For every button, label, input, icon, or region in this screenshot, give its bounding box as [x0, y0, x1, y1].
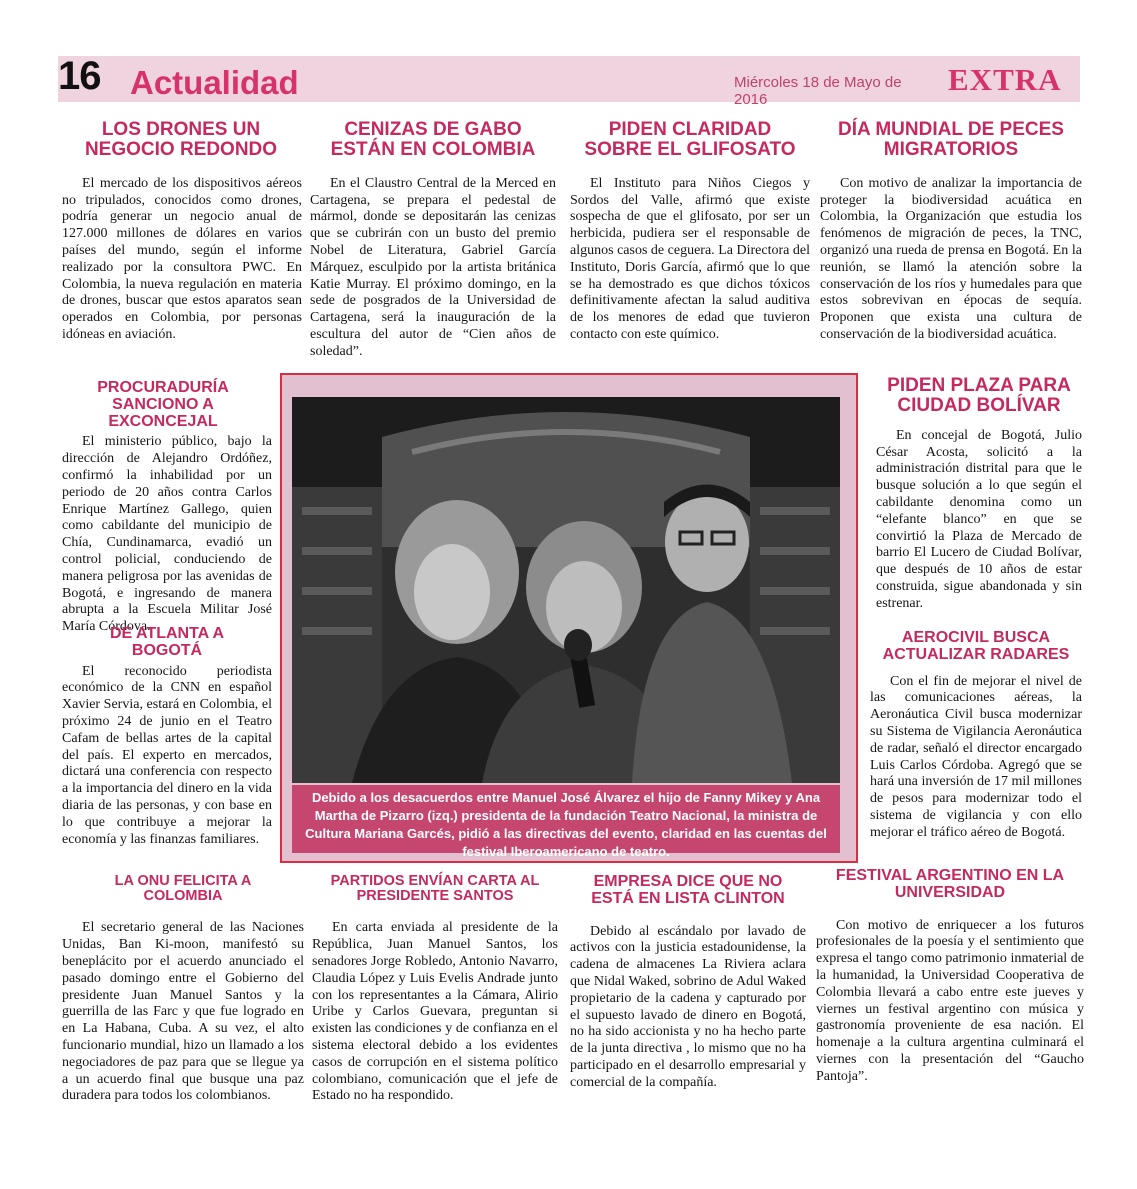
article-aerocivil — [870, 630, 1082, 842]
issue-date: Miércoles 18 de Mayo de 2016 — [734, 74, 902, 108]
photo-illustration — [292, 397, 840, 783]
article-festival — [816, 868, 1084, 1086]
article-glifosato — [570, 120, 810, 344]
headline: AEROCIVIL BUSCA ACTUALIZAR RADARES — [882, 629, 1070, 663]
article-body: El reconocido periodista económico de la CNN en español Xavier Servia, estará en Colombia, el próximo 24 de junio en el Teatro Cafam de bellas artes de la capital del país. El experto en mercados, dictará una conferencia con respecto a la importancia del dinero en la vida diaria de las personas, y con base en lo que contribuye a mejorar la economía y las finanzas familiares. — [62, 663, 272, 847]
article-body: Con el fin de mejorar el nivel de las comunicaciones aéreas, la Aeronáutica Civil busca modernizar su Sistema de Vigilancia Aeronáutica de radar, señaló el director encargado Luis Carlos Córdoba. Agregó que se hará una inversión de 17 mil millones de pesos para modernizar todo el sistema de vigilancia y con ello mejorar el tráfico aéreo de Bogotá. — [870, 673, 1082, 840]
article-body: El Instituto para Niños Ciegos y Sordos del Valle, afirmó que existe sospecha de que el glifosato, por ser un herbicida, pudiera ser el responsable de algunos casos de ceguera. La Directora del Instituto, Doris García, afirmó que lo que se ha demostrado es que dichos tóxicos definitivamente afectan la salud auditiva de los menores de edad que tuvieron contacto con este químico. — [570, 175, 810, 343]
article-peces — [820, 120, 1082, 344]
page-number: 16 — [58, 54, 101, 98]
article-drones — [62, 120, 302, 344]
article-bolivar — [876, 376, 1082, 613]
article-gabo — [310, 120, 556, 361]
article-body: En el Claustro Central de la Merced en Cartagena, se prepara el pedestal de mármol, donde se depositarán las cenizas que se cubrirán con un busto del premio Nobel de Literatura, Gabriel García Márquez, esculpido por la artista británica Katie Murray. El próximo domingo, en la sede de posgrados de la Universidad de Cartagena, será la inauguración de la escultura del autor de “Cien años de soledad”. — [310, 175, 556, 359]
headline: LA ONU FELICITA A COLOMBIA — [114, 873, 252, 905]
headline: PIDEN PLAZA PARA CIUDAD BOLÍVAR — [887, 375, 1071, 416]
headline: DE ATLANTA A BOGOTÁ — [109, 625, 225, 659]
headline: DÍA MUNDIAL DE PECES MIGRATORIOS — [838, 119, 1064, 160]
headline: PIDEN CLARIDAD SOBRE EL GLIFOSATO — [584, 119, 796, 160]
article-body: El secretario general de las Naciones Unidas, Ban Ki-moon, manifestó su beneplácito por el acuerdo anunciado el pasado domingo entre el Gobierno del presidente Juan Manuel Santos y la guerrilla de las Farc y que fue logrado en en La Habana, Cuba. A su vez, el alto funcionario mundial, hizo un llamado a los negociadores de paz para que se llegue ya a un acuerdo final que busque una paz duradera para todos los colombianos. — [62, 920, 304, 1104]
headline: EMPRESA DICE QUE NO ESTÁ EN LISTA CLINTON — [591, 873, 785, 907]
headline: PROCURADURÍA SANCIONO A EXCONCEJAL — [97, 379, 229, 430]
headline: CENIZAS DE GABO ESTÁN EN COLOMBIA — [330, 119, 536, 160]
headline: FESTIVAL ARGENTINO EN LA UNIVERSIDAD — [835, 867, 1065, 901]
article-body: Con motivo de enriquecer a los futuros profesionales de la poesía y el sentimiento que expresa el tango como patrimonio inmaterial de la humanidad, la Universidad Cooperativa de Colombia llevará a cabo entre este jueves y viernes un festival argentino con música y gastronomía proveniente de esa nación. El homenaje a la cultura argentina culminará el viernes con la presentación del “Gaucho Pantoja”. — [816, 917, 1084, 1084]
page-header — [58, 54, 1080, 108]
photo-caption: Debido a los desacuerdos entre Manuel José Álvarez el hijo de Fanny Mikey y Ana Martha de Pizarro (izq.) presidenta de la fundación Teatro Nacional, la ministra de Cultura Mariana Garcés, pidió a las directivas del evento, claridad en las cuentas del festival Iberoamericano de teatro. — [305, 790, 827, 859]
article-onu — [62, 874, 304, 1105]
article-body: El ministerio público, bajo la dirección de Alejandro Ordóñez, confirmó la inhabilidad por un periodo de 20 años contra Carlos Enrique Martínez Gallego, quien como cabildante del municipio de Chía, Cundinamarca, evadió un control policial, conduciendo de manera peligrosa por las avenidas de Bogotá, e ingresando de manera abrupta a la Escuela Militar José María Córdova. — [62, 434, 272, 635]
article-body: En carta enviada al presidente de la República, Juan Manuel Santos, los senadores Jorge Robledo, Antonio Navarro, Claudia López y Luis Evelis Andrade junto con los representantes a la Cámara, Alirio Uribe y Carlos Guevara, preguntan si existen las condiciones y de confianza en el sistema electoral debido a los evidentes casos de corrupción en el sistema político colombiano, comunicación que el jefe de Estado no ha respondido. — [312, 920, 558, 1104]
article-body: En concejal de Bogotá, Julio César Acosta, solicitó a la administración distrital para que le busque solución a lo que según el cabildante denomina como un “elefante blanco” en que se convirtió la Plaza de Mercado de barrio El Lucero de Ciudad Bolívar, que después de 10 años de estar construida, sigue abandonada y sin estrenar. — [876, 427, 1082, 611]
article-body: Con motivo de analizar la importancia de proteger la biodiversidad acuática en Colombia, la Organización que estudia los fenómenos de migración de peces, la TNC, organizó una rueda de prensa en Bogotá. En la reunión, se llamó la atención sobre la conservación de los ríos y humedales para que estos sobrevivan en épocas de sequía. Proponen que exista una cultura de conservación de la biodiversidad acuática. — [820, 175, 1082, 343]
article-clinton — [570, 874, 806, 1092]
headline: PARTIDOS ENVÍAN CARTA AL PRESIDENTE SANTOS — [330, 873, 540, 905]
photo-frame — [280, 373, 858, 863]
article-body: Debido al escándalo por lavado de activos con la justicia estadounidense, la cadena de almacenes La Riviera aclara que Nidal Waked, sobrino de Adul Waked propietario de la cadena y capturado por el supuesto lavado de dinero en Bogotá, no ha sido accionista y no ha hecho parte de la junta directiva , lo mismo que no ha participado en el desarrollo empresarial y comercial de la compañía. — [570, 923, 806, 1090]
headline: LOS DRONES UN NEGOCIO REDONDO — [84, 119, 278, 160]
section-title: Actualidad — [130, 64, 299, 101]
article-partidos — [312, 874, 558, 1105]
article-body: El mercado de los dispositivos aéreos no tripulados, conocidos como drones, podría generar un negocio anual de 127.000 millones de dólares en varios países del mundo, según el informe realizado por la consultora PWC. En Colombia, la nueva regulación en materia de drones, buscar que estos aparatos sean operados en Colombia, por personas idóneas en aviación. — [62, 175, 302, 343]
newspaper-logo: EXTRA — [948, 62, 1062, 97]
article-procuraduria — [62, 380, 272, 636]
theater-photo — [292, 397, 840, 783]
article-atlanta — [62, 626, 272, 848]
